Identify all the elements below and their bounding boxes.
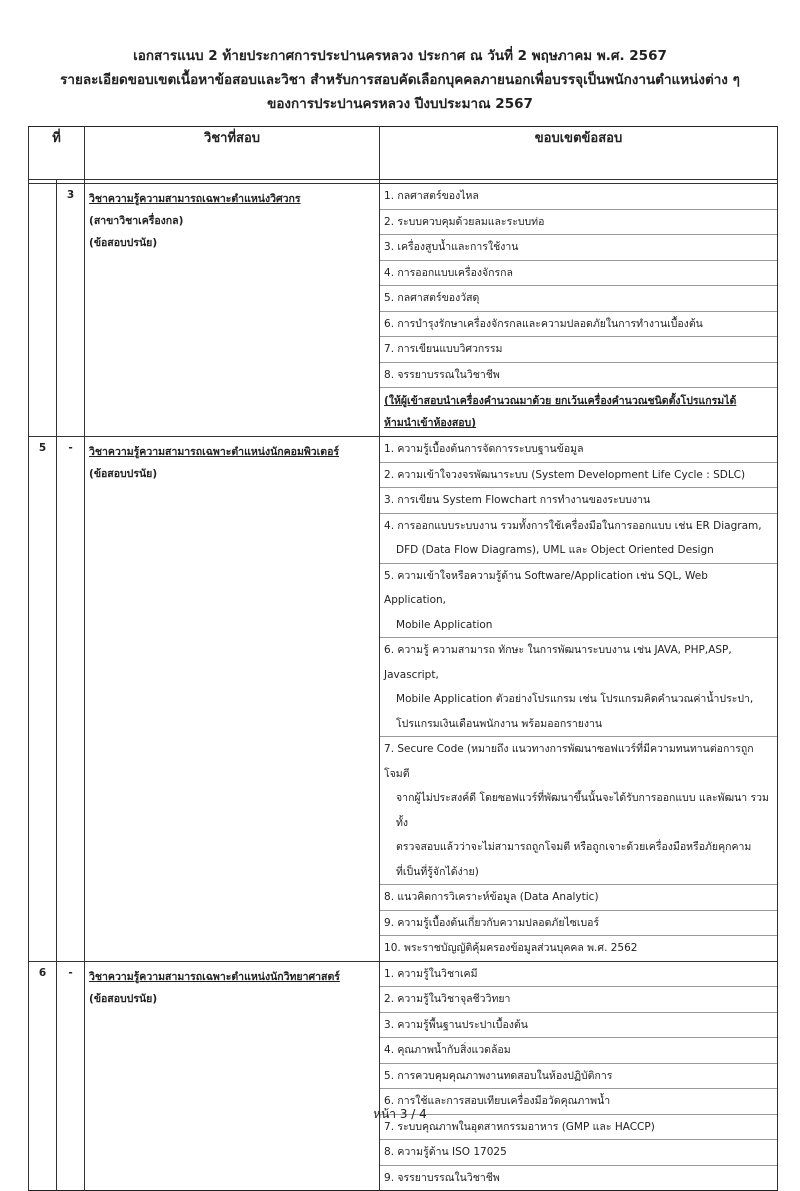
list-item: 7. การเขียนแบบวิศวกรรม (380, 337, 777, 363)
calculator-note (380, 388, 777, 436)
row-sub-number: 3 (57, 184, 85, 437)
header-line-1: เอกสารแนบ 2 ท้ายประกาศการประปานครหลวง ประกาศ ณ วันที่ 2 พฤษภาคม พ.ศ. 2567 (133, 48, 667, 64)
row-sub-number: - (57, 961, 85, 1191)
list-item (380, 488, 777, 514)
list-item: 3. ความรู้พื้นฐานประปาเบื้องต้น (380, 1013, 777, 1039)
list-item (380, 911, 777, 937)
subject-title: วิชาความรู้ความสามารถเฉพาะตำแหน่งนักวิทยาศาสตร์ (89, 970, 340, 983)
page-number: หน้า 3 / 4 (373, 1107, 427, 1121)
document-header (0, 44, 800, 116)
subject-branch: (สาขาวิชาเครื่องกล) (89, 215, 184, 227)
list-item: 9. จรรยาบรรณในวิชาชีพ (384, 1171, 500, 1184)
item-text: ที่เป็นที่รู้จักได้ง่าย) (396, 865, 479, 878)
list-item (380, 564, 777, 639)
list-item: 6. การใช้และการสอบเทียบเครื่องมือวัดคุณภาพน้ำ (380, 1089, 777, 1115)
col-subject-header: วิชาที่สอบ (85, 127, 380, 180)
item-text: ตรวจสอบแล้วว่าจะไม่สามารถถูกโจมตี หรือถูกเจาะด้วยเครื่องมือหรือภัยคุกคาม (396, 841, 752, 853)
note-line-2: ห้ามนำเข้าห้องสอบ) (384, 417, 477, 429)
list-item: 8. จรรยาบรรณในวิชาชีพ (380, 363, 777, 389)
exam-type: (ข้อสอบปรนัย) (89, 468, 158, 480)
list-item: 2. ความรู้ในวิชาจุลชีววิทยา (380, 987, 777, 1013)
item-text: 2. ความเข้าใจวงจรพัฒนาระบบ (System Development Life Cycle : SDLC) (384, 468, 746, 481)
table-header-row (29, 127, 778, 180)
col-scope-header: ขอบเขตข้อสอบ (380, 127, 778, 180)
subject-title: วิชาความรู้ความสามารถเฉพาะตำแหน่งนักคอมพิวเตอร์ (89, 446, 340, 458)
table-row-scientist (29, 961, 778, 1191)
item-text: 7. Secure Code (หมายถึง แนวทางการพัฒนาซอฟแวร์ที่มีความทนทานต่อการถูกโจมตี (384, 743, 754, 780)
list-item: 4. คุณภาพน้ำกับสิ่งแวดล้อม (380, 1038, 777, 1064)
subject-cell (85, 184, 380, 437)
list-item (380, 936, 777, 961)
list-item (380, 514, 777, 564)
header-line-3: ของการประปานครหลวง ปีงบประมาณ 2567 (267, 96, 533, 112)
exam-type: (ข้อสอบปรนัย) (89, 237, 158, 249)
header-line-2: รายละเอียดขอบเขตเนื้อหาข้อสอบและวิชา สำหรับการสอบคัดเลือกบุคคลภายนอกเพื่อบรรจุเป็นพนักงานตำแหน่งต่าง ๆ (60, 72, 740, 88)
row-sub-number: - (57, 437, 85, 962)
subject-cell (85, 437, 380, 962)
list-item: 7. ระบบคุณภาพในอุตสาหกรรมอาหาร (GMP และ HACCP) (380, 1115, 777, 1141)
list-item: 3. เครื่องสูบน้ำและการใช้งาน (380, 235, 777, 261)
exam-type: (ข้อสอบปรนัย) (89, 992, 158, 1005)
item-text: 1. ความรู้เบื้องต้นการจัดการระบบฐานข้อมูล (384, 443, 584, 455)
item-text: 6. ความรู้ ความสามารถ ทักษะ ในการพัฒนาระบบงาน เช่น JAVA, PHP,ASP, Javascript, (384, 644, 732, 681)
item-text: 4. การออกแบบระบบงาน รวมทั้งการใช้เครื่องมือในการออกแบบ เช่น ER Diagram, (384, 519, 762, 532)
list-item: 5. กลศาสตร์ของวัสดุ (380, 286, 777, 312)
list-item: 1. ความรู้ในวิชาเคมี (380, 962, 777, 988)
list-item: 5. การควบคุมคุณภาพงานทดสอบในห้องปฏิบัติการ (380, 1064, 777, 1090)
row-number (29, 184, 57, 437)
item-text: Mobile Application ตัวอย่างโปรแกรม เช่น โปรแกรมคิดคำนวณค่าน้ำประปา, (396, 693, 754, 705)
scope-cell (380, 437, 778, 962)
scope-cell (380, 961, 778, 1191)
item-text: 8. แนวคิดการวิเคราะห์ข้อมูล (Data Analytic) (384, 891, 599, 903)
list-item (380, 737, 777, 885)
row-number: 5 (29, 437, 57, 962)
list-item: 2. ระบบควบคุมด้วยลมและระบบท่อ (380, 210, 777, 236)
item-text: 10. พระราชบัญญัติคุ้มครองข้อมูลส่วนบุคคล พ.ศ. 2562 (384, 942, 638, 954)
item-text: จากผู้ไม่ประสงค์ดี โดยซอฟแวร์ที่พัฒนาขึ้นนั้นจะได้รับการออกแบบ และพัฒนา รวมทั้ง (396, 792, 769, 829)
list-item (380, 437, 777, 463)
item-text: Mobile Application (396, 618, 493, 631)
list-item (380, 463, 777, 489)
subject-cell (85, 961, 380, 1191)
list-item: 1. กลศาสตร์ของไหล (380, 184, 777, 210)
table-row-engineer (29, 184, 778, 437)
note-line-1: (ให้ผู้เข้าสอบนำเครื่องคำนวณมาด้วย ยกเว้นเครื่องคำนวณชนิดตั้งโปรแกรมได้ (384, 395, 737, 407)
subject-title: วิชาความรู้ความสามารถเฉพาะตำแหน่งวิศวกร (89, 193, 301, 205)
list-item: 8. ความรู้ด้าน ISO 17025 (380, 1140, 777, 1166)
item-text: 9. ความรู้เบื้องต้นเกี่ยวกับความปลอดภัยไซเบอร์ (384, 916, 600, 929)
item-text: DFD (Data Flow Diagrams), UML และ Object Oriented Design (396, 544, 714, 556)
table-row-computer (29, 437, 778, 962)
list-item (380, 638, 777, 737)
list-item (380, 885, 777, 911)
exam-scope-table (28, 126, 778, 1191)
scope-cell (380, 184, 778, 437)
col-no-header: ที่ (29, 127, 85, 180)
item-text: 5. ความเข้าใจหรือความรู้ด้าน Software/Application เช่น SQL, Web Application, (384, 569, 708, 606)
item-text: โปรแกรมเงินเดือนพนักงาน พร้อมออกรายงาน (396, 717, 603, 730)
row-number: 6 (29, 961, 57, 1191)
item-text: 3. การเขียน System Flowchart การทำงานของระบบงาน (384, 494, 651, 506)
list-item: 4. การออกแบบเครื่องจักรกล (380, 261, 777, 287)
list-item: 6. การบำรุงรักษาเครื่องจักรกลและความปลอดภัยในการทำงานเบื้องต้น (380, 312, 777, 338)
